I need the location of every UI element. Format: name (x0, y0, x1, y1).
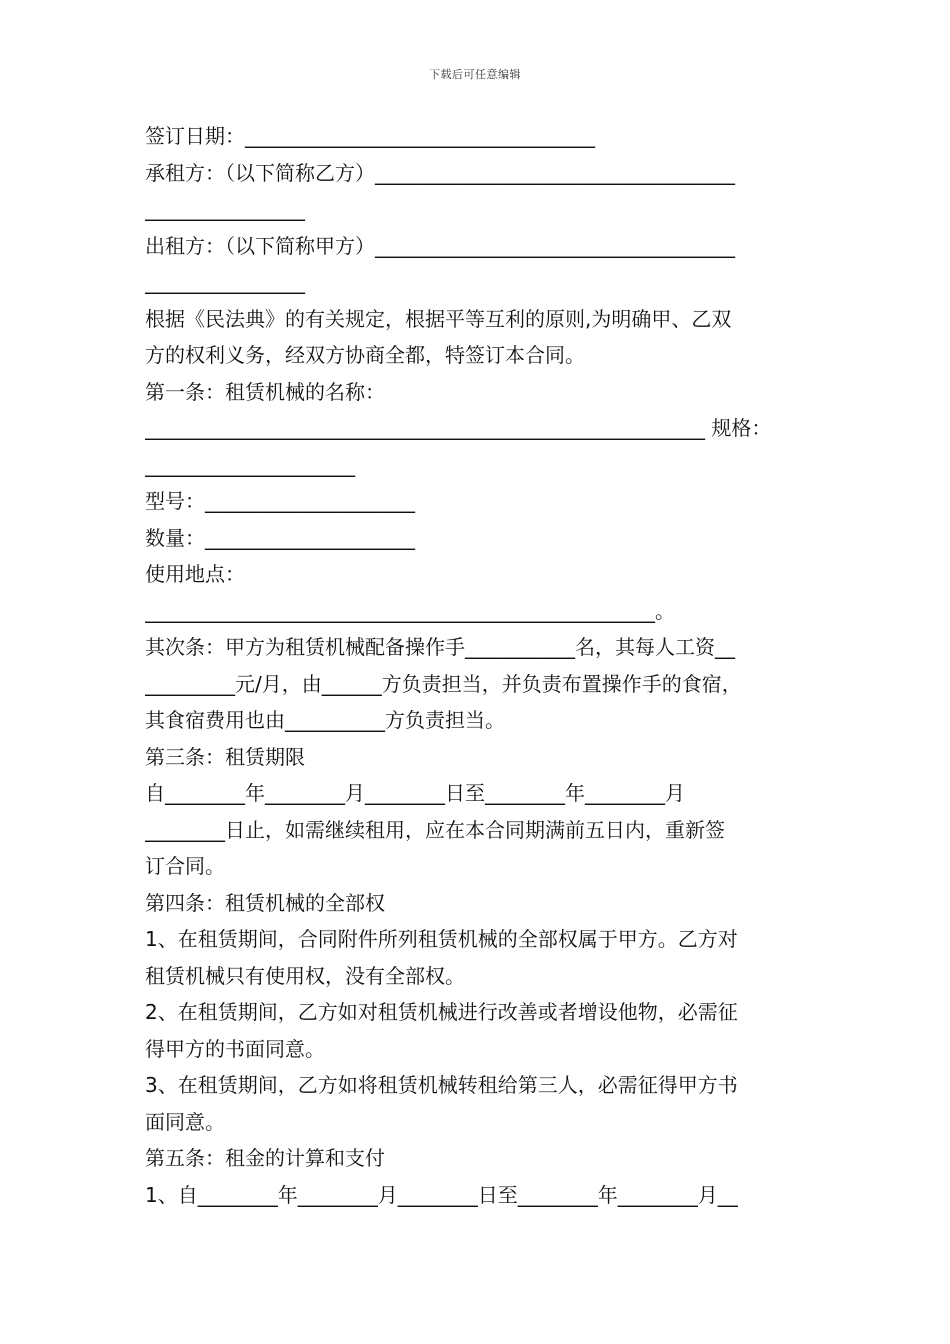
model-line: 型号：_____________________ (145, 489, 415, 513)
article-3-line-1: 自________年________月________日至________年________月 (145, 781, 685, 805)
article-4-item-2-line-2: 得甲方的书面同意。 (145, 1036, 325, 1061)
article-3-line-3: 订合同。 (145, 854, 225, 878)
article-2-line-3: 其食宿费用也由__________方负责担当。 (145, 708, 505, 732)
article-4-item-3-line-2: 面同意。 (145, 1109, 225, 1134)
preamble-line-2: 方的权利义务，经双方协商全都，特签订本合同。 (145, 343, 585, 367)
document-body (145, 118, 815, 1213)
lessor-line-continued: ________________ (145, 270, 305, 294)
quantity-line: 数量：_____________________ (145, 525, 415, 550)
article-3-line-2: ________日止，如需继续租用，应在本合同期满前五日内，重新签 (145, 817, 725, 842)
article-4-item-2-line-1: 2、在租赁期间，乙方如对租赁机械进行改善或者增设他物，必需征 (145, 1000, 738, 1024)
lessee-line: 承租方：（以下简称乙方）____________________________________ (145, 160, 735, 185)
header-note: 下载后可任意编辑 (429, 68, 521, 81)
lessee-line-continued: ________________ (145, 197, 305, 221)
article-2-line-1: 其次条：甲方为租赁机械配备操作手___________名，其每人工资__ (145, 635, 735, 659)
preamble-line-1: 根据《民法典》的有关规定，根据平等互利的原则,为明确甲、乙双 (145, 306, 732, 331)
article-1-heading: 第一条：租赁机械的名称： (145, 379, 385, 404)
article-4-heading: 第四条：租赁机械的全部权 (145, 890, 385, 915)
article-4-item-1-line-2: 租赁机械只有使用权，没有全部权。 (145, 963, 465, 988)
location-line: ___________________________________________________。 (145, 598, 675, 623)
article-4-item-1-line-1: 1、在租赁期间，合同附件所列租赁机械的全部权属于甲方。乙方对 (145, 927, 738, 951)
article-4-item-3-line-1: 3、在租赁期间，乙方如将租赁机械转租给第三人，必需征得甲方书 (145, 1073, 738, 1097)
article-3-heading: 第三条：租赁期限 (145, 744, 305, 769)
lessor-line: 出租方：（以下简称甲方）____________________________________ (145, 233, 735, 258)
article-5-item-1-line-1: 1、自________年________月________日至________年________月__ (145, 1182, 738, 1207)
signing-date-line: 签订日期：___________________________________ (145, 124, 595, 148)
article-5-heading: 第五条：租金的计算和支付 (145, 1146, 385, 1170)
article-2-line-2: _________元/月，由______方负责担当，并负责布置操作手的食宿， (145, 671, 742, 696)
location-heading: 使用地点： (145, 562, 245, 586)
article-1-spec-line: _____________________ (145, 452, 355, 477)
article-1-name-line: ________________________________________________________ 规格： (145, 416, 772, 440)
